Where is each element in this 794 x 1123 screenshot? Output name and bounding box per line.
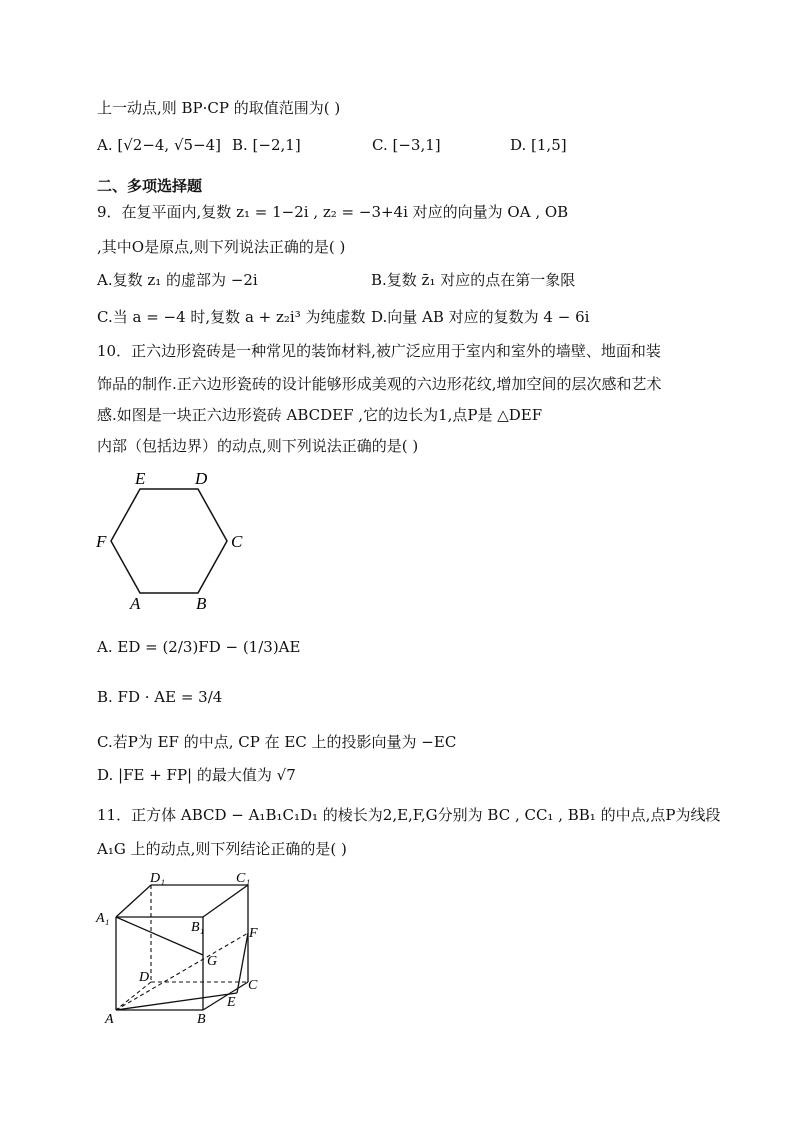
- hex-label-f: F: [96, 532, 107, 551]
- q9-option-c: C.当 a = −4 时,复数 a + z₂i³ 为纯虚数: [97, 308, 366, 326]
- q9-line1: 9．在复平面内,复数 z₁ = 1−2i , z₂ = −3+4i 对应的向量为 OA , OB: [97, 203, 569, 221]
- q8-option-c: C. [−3,1]: [372, 136, 441, 154]
- hex-label-e: E: [135, 469, 146, 488]
- cube-label-a: A: [105, 1012, 114, 1027]
- q10-line1: 10．正六边形瓷砖是一种常见的装饰材料,被广泛应用于室内和室外的墙壁、地面和装: [97, 342, 661, 360]
- cube-label-c1: C₁: [236, 871, 251, 886]
- q10-line3: 感.如图是一块正六边形瓷砖 ABCDEF ,它的边长为1,点P是 △DEF: [97, 406, 543, 424]
- cube-label-d1: D₁: [150, 871, 165, 886]
- hex-label-d: D: [195, 469, 208, 488]
- cube-label-d: D: [139, 970, 150, 985]
- cube-label-f: F: [249, 926, 258, 941]
- q9-line2: ,其中O是原点,则下列说法正确的是( ): [97, 238, 346, 256]
- q8-option-d: D. [1,5]: [510, 136, 567, 154]
- hexagon-figure: [92, 465, 252, 615]
- cube-label-a1: A₁: [96, 911, 110, 926]
- q9-option-b: B.复数 z̄₁ 对应的点在第一象限: [371, 271, 576, 289]
- hex-label-a: A: [130, 594, 141, 613]
- q9-option-d: D.向量 AB 对应的复数为 4 − 6i: [371, 308, 590, 326]
- cube-label-c: C: [248, 978, 258, 993]
- q11-line2: A₁G 上的动点,则下列结论正确的是( ): [97, 840, 347, 858]
- hex-label-b: B: [196, 594, 207, 613]
- section-title: 二、多项选择题: [97, 177, 203, 195]
- q8-option-a: A. [√2−4, √5−4]: [97, 136, 222, 154]
- q10-option-b: B. FD · AE = 3/4: [97, 688, 223, 706]
- q11-line1: 11．正方体 ABCD − A₁B₁C₁D₁ 的棱长为2,E,F,G分别为 BC , CC₁ , BB₁ 的中点,点P为线段: [97, 806, 721, 824]
- q8-tail: 上一动点,则 BP·CP 的取值范围为( ): [97, 99, 341, 117]
- q10-option-d: D. |FE + FP| 的最大值为 √7: [97, 766, 296, 784]
- cube-figure: [92, 870, 272, 1030]
- cube-label-b1: B₁: [191, 920, 205, 935]
- q10-line4: 内部（包括边界）的动点,则下列说法正确的是( ): [97, 437, 419, 455]
- hex-label-c: C: [231, 532, 243, 551]
- q10-line2: 饰品的制作.正六边形瓷砖的设计能够形成美观的六边形花纹,增加空间的层次感和艺术: [97, 375, 662, 393]
- q10-option-a: A. ED = (2/3)FD − (1/3)AE: [97, 638, 301, 656]
- q9-option-a: A.复数 z₁ 的虚部为 −2i: [97, 271, 258, 289]
- cube-label-g: G: [207, 954, 218, 969]
- hexagon-shape: [111, 489, 227, 593]
- q8-option-b: B. [−2,1]: [232, 136, 301, 154]
- cube-label-b: B: [197, 1012, 206, 1027]
- q10-option-c: C.若P为 EF 的中点, CP 在 EC 上的投影向量为 −EC: [97, 733, 457, 751]
- cube-label-e: E: [227, 995, 236, 1010]
